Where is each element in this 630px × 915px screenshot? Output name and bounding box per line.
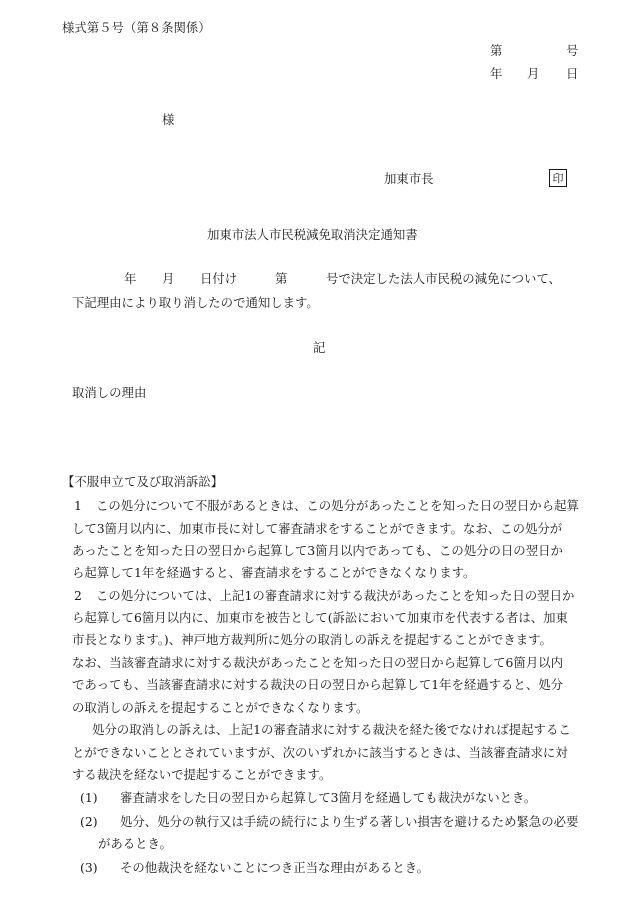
item1-line: して3箇月以内に、加東市長に対して審査請求をすることができます。なお、この処分が: [72, 521, 563, 536]
reason-label: 取消しの理由: [72, 385, 147, 400]
item1-line: ら起算して1年を経過すると、審査請求をすることができなくなります。: [72, 565, 476, 580]
body-day-suffix: 日付け: [200, 271, 238, 286]
item2-extra-line: とができないこととされていますが、次のいずれかに該当するときは、当該審査請求に対: [72, 745, 568, 760]
appeal-heading: 【不服申立て及び取消訴訟】: [62, 474, 224, 489]
sub-item-number: (3): [80, 860, 98, 875]
date-day: 日: [566, 66, 579, 81]
item2-extra-line: 処分の取消しの訴えは、上記1の審査請求に対する裁決を経た後でなければ提起するこ: [92, 722, 571, 737]
body-line1-end: 号で決定した法人市民税の減免について、: [326, 271, 561, 286]
body-number-prefix: 第: [275, 271, 288, 286]
sub-item-line: その他裁決を経ないことにつき正当な理由があるとき。: [120, 860, 430, 875]
sub-item-line: があるとき。: [98, 836, 172, 851]
item2-line: であっても、当該審査請求に対する裁決の日の翌日から起算して1年を経過すると、処分: [72, 677, 563, 692]
item2-line: なお、当該審査請求に対する裁決があったことを知った日の翌日から起算して6箇月以内: [72, 655, 563, 670]
body-month: 月: [162, 271, 175, 286]
item2-line: ら起算して6箇月以内に、加東市を被告として(訴訟において加東市を代表する者は、加東: [72, 610, 568, 625]
addressee-suffix: 様: [162, 112, 175, 127]
issuer: 加東市長: [384, 171, 434, 186]
date-year: 年: [490, 66, 503, 81]
sub-item-line: 処分、処分の執行又は手続の続行により生ずる著しい損害を避けるため緊急の必要: [120, 814, 579, 829]
item2-line: 市長となります。)、神戸地方裁判所に処分の取消しの訴えを提起することができます。: [72, 632, 552, 647]
body-year: 年: [124, 271, 137, 286]
sub-item-number: (2): [80, 814, 98, 829]
item2-line: の取消しの訴えを提起することができなくなります。: [72, 700, 369, 715]
ki-mark: 記: [313, 340, 326, 355]
doc-number-prefix: 第: [490, 43, 503, 58]
form-number: 様式第５号（第８条関係）: [62, 20, 211, 35]
sub-item-line: 審査請求をした日の翌日から起算して3箇月を経過しても裁決がないとき。: [120, 790, 537, 805]
body-line2: 下記理由により取り消したので通知します。: [72, 295, 319, 310]
item1-line: この処分について不服があるときは、この処分があったことを知った日の翌日から起算: [96, 498, 579, 513]
seal-mark: 印: [549, 169, 567, 187]
document-title: 加東市法人市民税減免取消決定通知書: [207, 227, 418, 242]
item1-line: あったことを知った日の翌日から起算して3箇月以内であっても、この処分の日の翌日か: [72, 543, 563, 558]
sub-item-number: (1): [80, 790, 98, 805]
item2-line: この処分については、上記1の審査請求に対する裁決があったことを知った日の翌日か: [96, 588, 575, 603]
date-month: 月: [527, 66, 540, 81]
item2-number: 2: [74, 588, 82, 603]
item1-number: 1: [74, 498, 82, 513]
doc-number-suffix: 号: [566, 43, 579, 58]
item2-extra-line: する裁決を経ないで提起することができます。: [72, 767, 332, 782]
